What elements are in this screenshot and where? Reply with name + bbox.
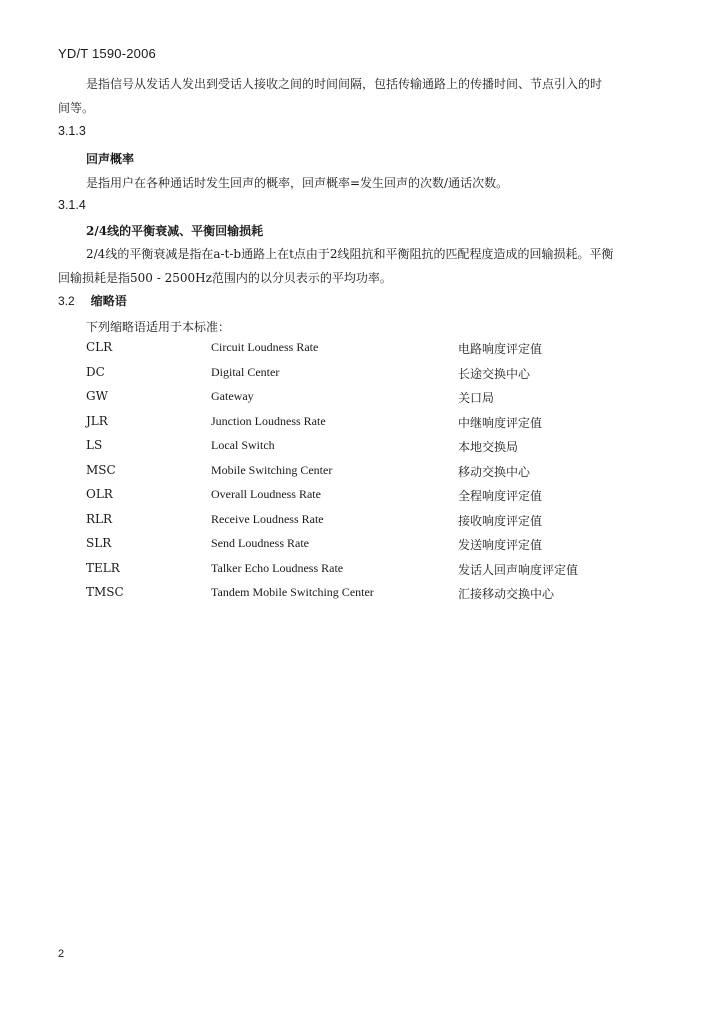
abbreviation-code: DC bbox=[86, 364, 105, 379]
abbreviation-row bbox=[0, 340, 708, 364]
abbreviation-english: Mobile Switching Center bbox=[211, 462, 333, 477]
abbreviation-chinese: 发送响度评定值 bbox=[458, 538, 543, 552]
definition-echo-probability: 是指用户在各种通话时发生回声的概率，回声概率=发生回声的次数/通话次数。 bbox=[86, 176, 509, 190]
abbreviation-code: CLR bbox=[86, 340, 113, 354]
abbreviation-code: OLR bbox=[86, 487, 113, 501]
abbreviation-chinese: 接收响度评定值 bbox=[458, 513, 543, 528]
section-number-3-1-3: 3.1.3 bbox=[58, 124, 86, 138]
abbreviation-english: Overall Loudness Rate bbox=[211, 487, 321, 501]
document-header-id: YD/T 1590-2006 bbox=[58, 46, 156, 61]
paragraph-delay-definition bbox=[58, 72, 664, 120]
abbreviation-chinese: 中继响度评定值 bbox=[458, 415, 543, 430]
abbreviation-english: Junction Loudness Rate bbox=[211, 413, 326, 428]
abbreviation-row bbox=[0, 512, 708, 536]
abbreviation-chinese: 电路响度评定值 bbox=[458, 342, 543, 356]
abbreviation-row bbox=[0, 561, 708, 585]
abbreviation-code: MSC bbox=[86, 462, 116, 477]
abbreviation-chinese: 关口局 bbox=[458, 391, 495, 405]
abbreviation-code: SLR bbox=[86, 536, 112, 550]
abbreviation-chinese: 汇接移动交换中心 bbox=[458, 587, 555, 601]
abbreviation-english: Receive Loudness Rate bbox=[211, 511, 324, 526]
abbreviation-row bbox=[0, 487, 708, 511]
paragraph-line: 回输损耗是指500 - 2500Hz范围内的以分贝表示的平均功率。 bbox=[58, 271, 392, 285]
abbreviation-row bbox=[0, 414, 708, 438]
abbreviation-row bbox=[0, 438, 708, 462]
abbreviation-english: Gateway bbox=[211, 389, 254, 403]
abbreviation-code: GW bbox=[86, 389, 108, 403]
term-heading-balance-loss: 2/4线的平衡衰减、平衡回输损耗 bbox=[86, 224, 264, 238]
abbreviation-english: Local Switch bbox=[211, 438, 275, 452]
abbreviation-code: JLR bbox=[86, 413, 108, 428]
abbreviation-row bbox=[0, 585, 708, 609]
abbreviation-code: TELR bbox=[86, 560, 120, 575]
paragraph-balance-loss-definition bbox=[58, 242, 664, 290]
abbreviation-chinese: 移动交换中心 bbox=[458, 464, 531, 479]
abbreviation-row bbox=[0, 365, 708, 389]
abbreviation-chinese: 本地交换局 bbox=[458, 440, 519, 454]
abbreviation-row bbox=[0, 536, 708, 560]
term-heading-echo-probability: 回声概率 bbox=[86, 152, 135, 166]
abbreviation-code: LS bbox=[86, 438, 103, 452]
abbreviation-english: Circuit Loudness Rate bbox=[211, 340, 319, 354]
abbreviation-english: Digital Center bbox=[211, 364, 280, 379]
section-number-3-2: 3.2 bbox=[58, 294, 75, 308]
abbreviation-chinese: 发话人回声响度评定值 bbox=[458, 562, 579, 577]
abbreviation-chinese: 全程响度评定值 bbox=[458, 489, 543, 503]
abbreviations-intro: 下列缩略语适用于本标准： bbox=[86, 320, 231, 334]
abbreviation-english: Send Loudness Rate bbox=[211, 536, 309, 550]
abbreviation-row bbox=[0, 463, 708, 487]
page-number: 2 bbox=[58, 948, 65, 960]
abbreviation-code: TMSC bbox=[86, 585, 124, 599]
paragraph-line: 是指信号从发话人发出到受话人接收之间的时间间隔，包括传输通路上的传播时间、节点引入的时 bbox=[86, 77, 603, 91]
abbreviation-english: Tandem Mobile Switching Center bbox=[211, 585, 374, 599]
paragraph-line: 2/4线的平衡衰减是指在a-t-b通路上在t点由于2线阻抗和平衡阻抗的匹配程度造成的回输损耗。平衡 bbox=[86, 247, 614, 261]
abbreviation-english: Talker Echo Loudness Rate bbox=[211, 560, 344, 575]
section-heading-abbreviations bbox=[58, 292, 127, 309]
abbreviation-chinese: 长途交换中心 bbox=[458, 366, 531, 381]
paragraph-line: 间等。 bbox=[58, 101, 95, 115]
abbreviation-code: RLR bbox=[86, 511, 113, 526]
section-title-abbreviations: 缩略语 bbox=[90, 294, 127, 308]
section-number-3-1-4: 3.1.4 bbox=[58, 198, 86, 212]
abbreviation-row bbox=[0, 389, 708, 413]
